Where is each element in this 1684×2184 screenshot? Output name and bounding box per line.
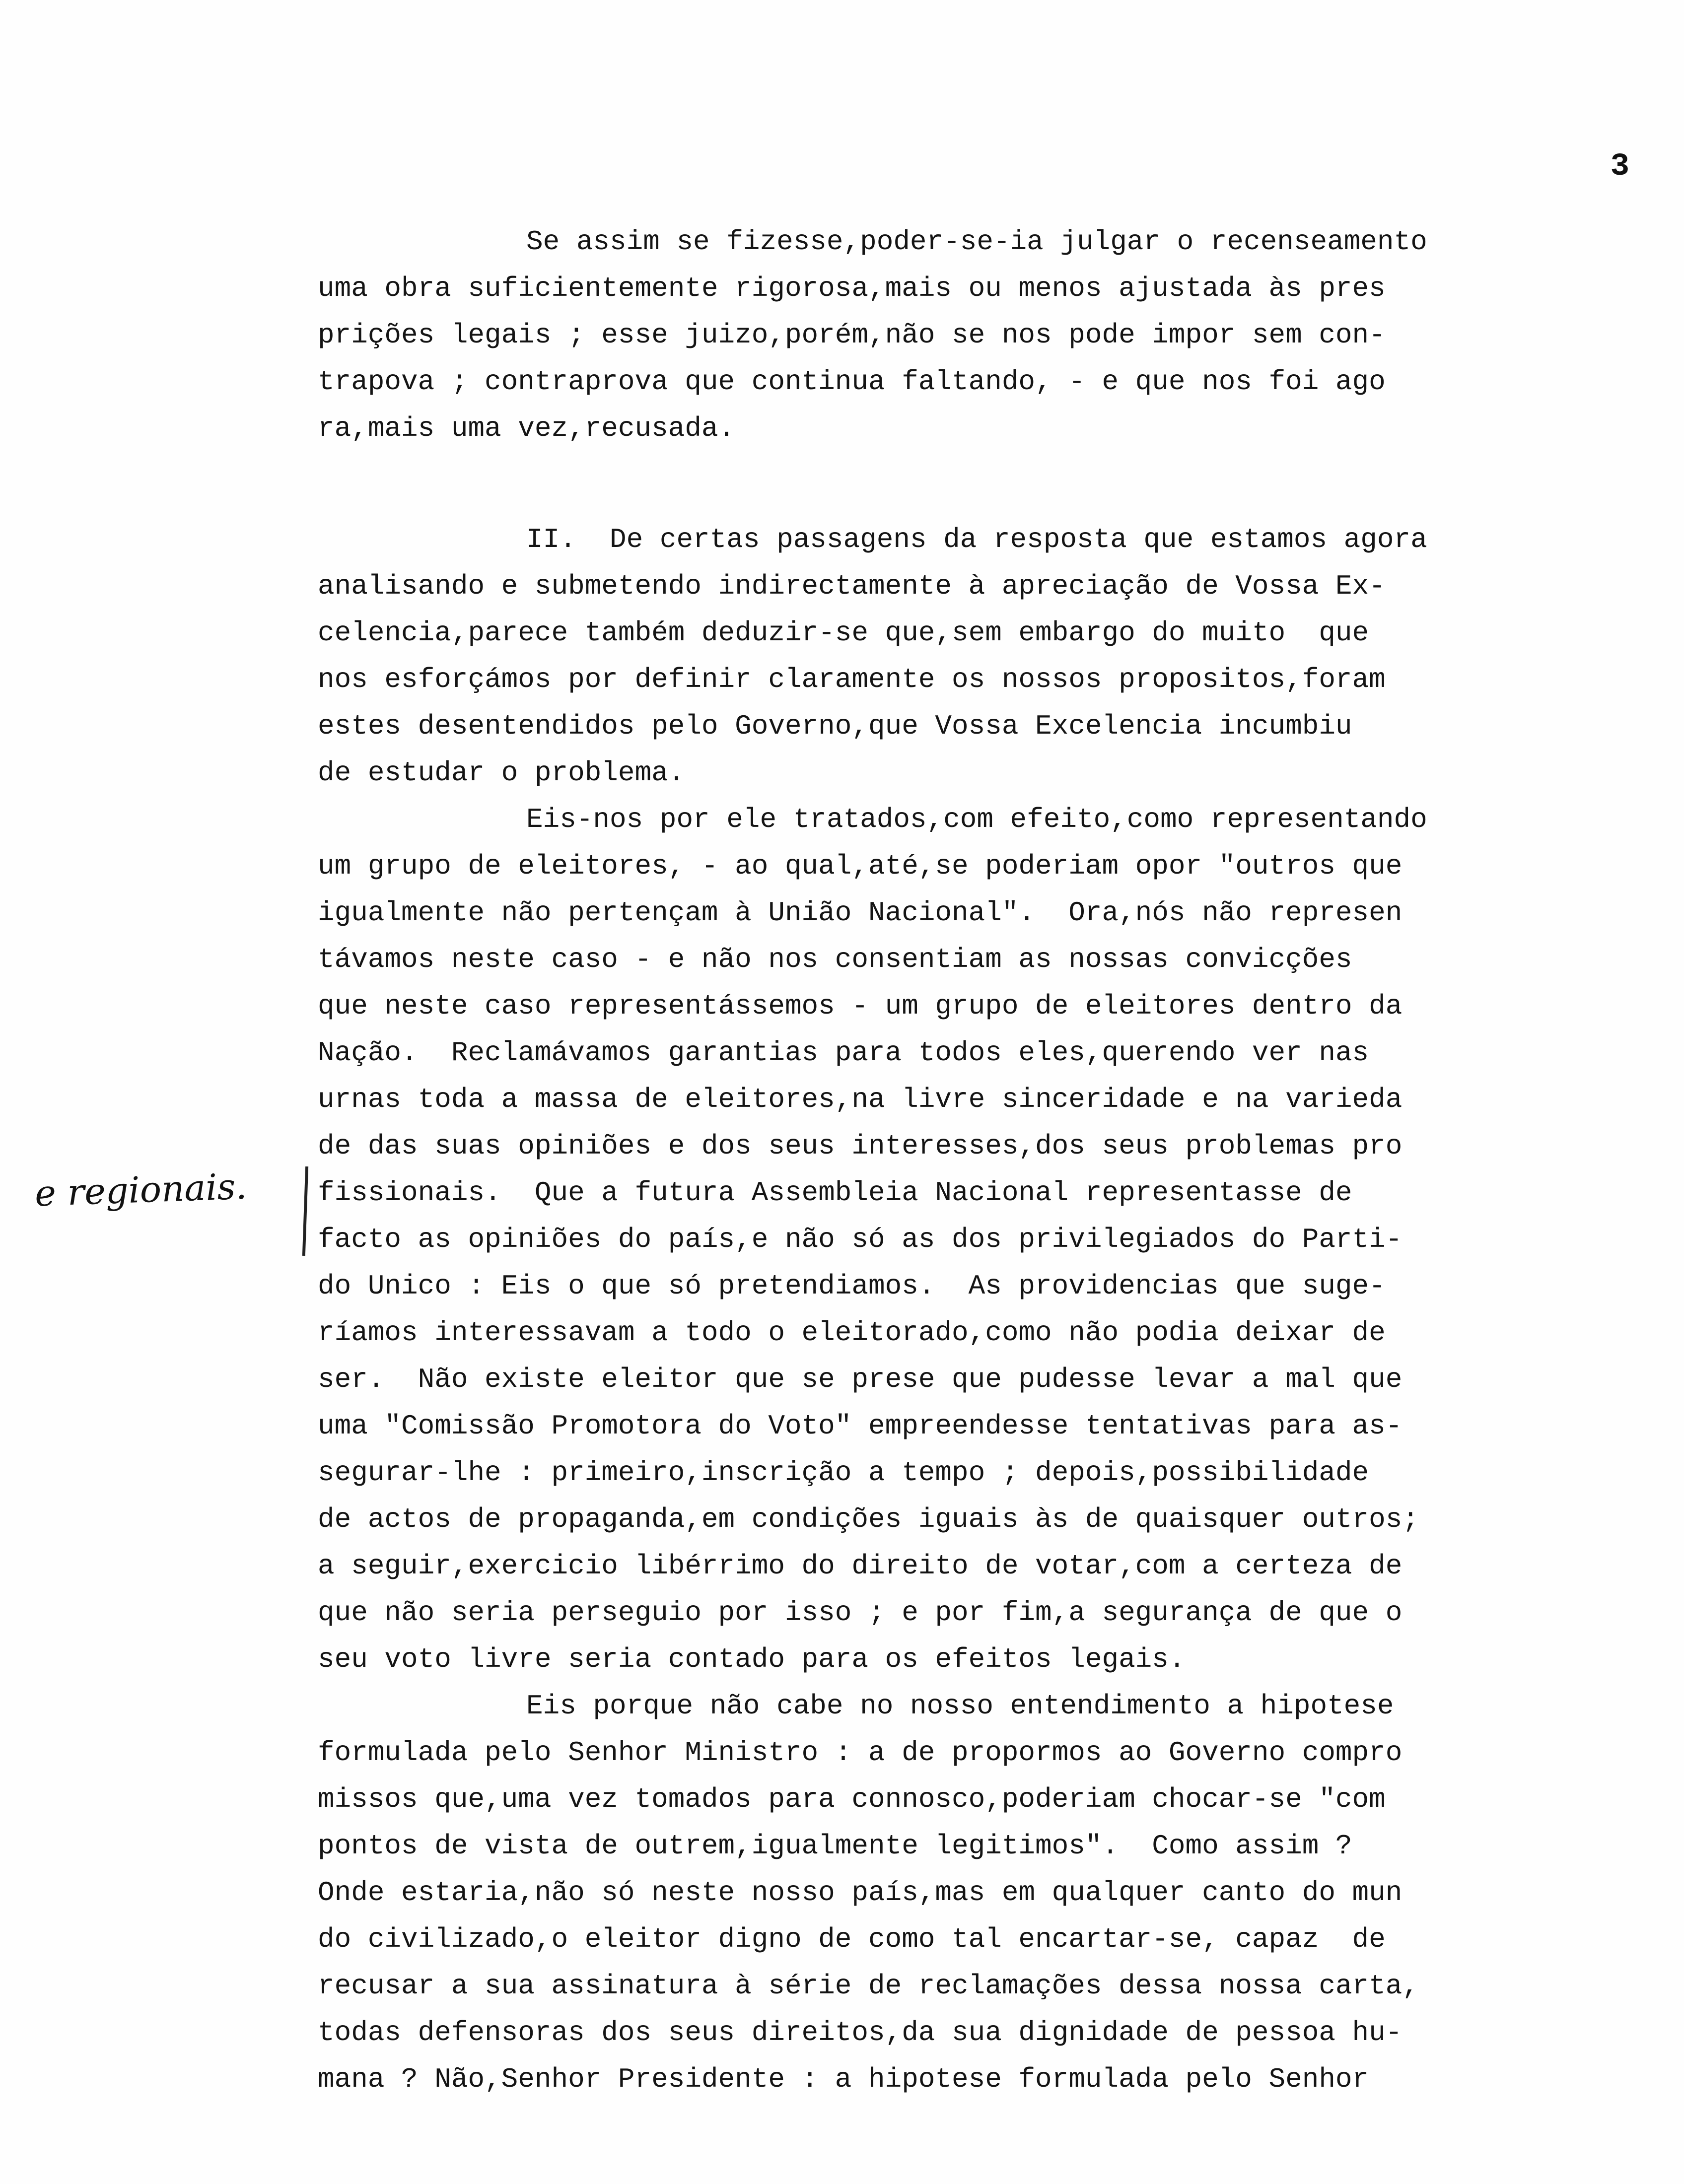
text-line: todas defensoras dos seus direitos,da sua dignidade de pessoa hu- [318,2017,1403,2048]
text-line: formulada pelo Senhor Ministro : a de propormos ao Governo compro [318,1737,1403,1769]
text-line: analisando e submetendo indirectamente à apreciação de Vossa Ex- [318,570,1386,602]
typewritten-body [318,218,1618,2103]
text-line: távamos neste caso - e não nos consentiam as nossas convicções [318,944,1352,975]
text-line: uma "Comissão Promotora do Voto" empreendesse tentativas para as- [318,1410,1403,1442]
text-line: igualmente não pertençam à União Nacional". Ora,nós não represen [318,897,1403,929]
text-line: facto as opiniões do país,e não só as dos privilegiados do Parti- [318,1224,1403,1255]
text-line: fissionais. Que a futura Assembleia Nacional representasse de [318,1177,1352,1209]
text-line: II. De certas passagens da resposta que estamos agora [526,524,1427,555]
text-line: que não seria perseguio por isso ; e por fim,a segurança de que o [318,1597,1403,1629]
text-line: seu voto livre seria contado para os efeitos legais. [318,1643,1186,1675]
text-line: do Unico : Eis o que só pretendiamos. As providencias que suge- [318,1270,1386,1302]
text-line: celencia,parece também deduzir-se que,sem embargo do muito que [318,617,1369,649]
text-line: de das suas opiniões e dos seus interesses,dos seus problemas pro [318,1130,1403,1162]
text-line: uma obra suficientemente rigorosa,mais ou menos ajustada às pres [318,273,1386,304]
text-line: prições legais ; esse juizo,porém,não se nos pode impor sem con- [318,319,1386,351]
text-line: recusar a sua assinatura à série de reclamações dessa nossa carta, [318,1970,1419,2002]
text-line: Onde estaria,não só neste nosso país,mas em qualquer canto do mun [318,1877,1403,1909]
paragraph-4 [318,1683,1618,2103]
text-line: estes desentendidos pelo Governo,que Vossa Excelencia incumbiu [318,710,1352,742]
paragraph-gap [318,452,1618,516]
text-line: um grupo de eleitores, - ao qual,até,se poderiam opor "outros que [318,850,1403,882]
text-line: de estudar o problema. [318,757,685,789]
text-line: Nação. Reclamávamos garantias para todos eles,querendo ver nas [318,1037,1369,1069]
margin-bracket-mark [302,1166,308,1256]
text-line: ríamos interessavam a todo o eleitorado,como não podia deixar de [318,1317,1386,1349]
paragraph-2 [318,516,1618,796]
text-line: de actos de propaganda,em condições iguais às de quaisquer outros; [318,1503,1419,1535]
handwritten-margin-note: e regionais. [34,1165,248,1215]
text-line: mana ? Não,Senhor Presidente : a hipotese formulada pelo Senhor [318,2063,1369,2095]
text-line: ser. Não existe eleitor que se prese que pudesse levar a mal que [318,1364,1403,1395]
text-line: a seguir,exercicio libérrimo do direito de votar,com a certeza de [318,1550,1403,1582]
text-line: do civilizado,o eleitor digno de como tal encartar-se, capaz de [318,1923,1386,1955]
text-line: nos esforçámos por definir claramente os nossos propositos,foram [318,664,1386,695]
text-line: Se assim se fizesse,poder-se-ia julgar o recenseamento [526,226,1427,258]
text-line: pontos de vista de outrem,igualmente legitimos". Como assim ? [318,1830,1352,1862]
paragraph-1 [318,218,1618,452]
text-line: ra,mais uma vez,recusada. [318,412,735,444]
text-line: Eis porque não cabe no nosso entendimento a hipotese [526,1690,1394,1722]
text-line: trapova ; contraprova que continua faltando, - e que nos foi ago [318,366,1386,398]
text-line: Eis-nos por ele tratados,com efeito,como representando [526,804,1427,835]
page-number: 3 [1610,149,1629,185]
text-line: que neste caso representássemos - um grupo de eleitores dentro da [318,990,1403,1022]
paragraph-3 [318,796,1618,1683]
text-line: urnas toda a massa de eleitores,na livre sinceridade e na varieda [318,1084,1403,1115]
text-line: segurar-lhe : primeiro,inscrição a tempo ; depois,possibilidade [318,1457,1369,1489]
text-line: missos que,uma vez tomados para connosco,poderiam chocar-se "com [318,1783,1386,1815]
